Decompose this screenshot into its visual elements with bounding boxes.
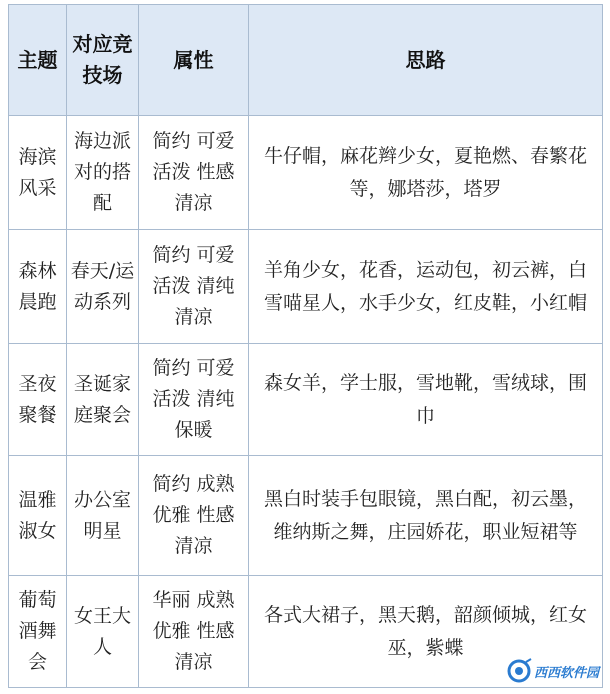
cell-idea: 牛仔帽，麻花辫少女，夏艳燃、春繁花等，娜塔莎，塔罗	[249, 116, 603, 230]
cell-arena: 海边派对的搭配	[67, 116, 139, 230]
header-arena: 对应竞技场	[67, 5, 139, 116]
cell-theme: 圣夜聚餐	[9, 344, 67, 456]
header-attributes: 属性	[139, 5, 249, 116]
header-theme: 主题	[9, 5, 67, 116]
cell-idea: 羊角少女，花香，运动包，初云裤，白雪喵星人，水手少女，红皮鞋，小红帽	[249, 230, 603, 344]
table-row	[9, 456, 603, 576]
cell-theme: 温雅淑女	[9, 456, 67, 576]
cell-attributes: 华丽 成熟 优雅 性感 清凉	[139, 576, 249, 688]
cell-idea: 森女羊，学士服，雪地靴，雪绒球，围巾	[249, 344, 603, 456]
watermark-text: 西西软件园	[534, 664, 600, 680]
site-watermark	[506, 654, 599, 688]
cell-arena: 春天/运动系列	[67, 230, 139, 344]
cell-attributes: 简约 可爱 活泼 性感 清凉	[139, 116, 249, 230]
cell-idea: 黑白时装手包眼镜，黑白配，初云墨，维纳斯之舞，庄园娇花，职业短裙等	[249, 456, 603, 576]
cell-theme: 森林晨跑	[9, 230, 67, 344]
table-row	[9, 230, 603, 344]
cell-attributes: 简约 可爱 活泼 清纯 清凉	[139, 230, 249, 344]
cell-arena: 办公室明星	[67, 456, 139, 576]
header-idea: 思路	[249, 5, 603, 116]
table-row	[9, 116, 603, 230]
cell-attributes: 简约 可爱 活泼 清纯 保暖	[139, 344, 249, 456]
cell-theme: 海滨风采	[9, 116, 67, 230]
cell-arena: 圣诞家庭聚会	[67, 344, 139, 456]
cell-theme: 葡萄酒舞会	[9, 576, 67, 688]
cell-arena: 女王大人	[67, 576, 139, 688]
cell-attributes: 简约 成熟 优雅 性感 清凉	[139, 456, 249, 576]
site-logo-icon	[506, 658, 532, 684]
table-row	[9, 344, 603, 456]
outfit-guide-table	[8, 4, 603, 688]
table-header-row	[9, 5, 603, 116]
cell-idea: 各式大裙子，黑天鹅，韶颜倾城，红女巫，紫蝶	[249, 576, 603, 688]
